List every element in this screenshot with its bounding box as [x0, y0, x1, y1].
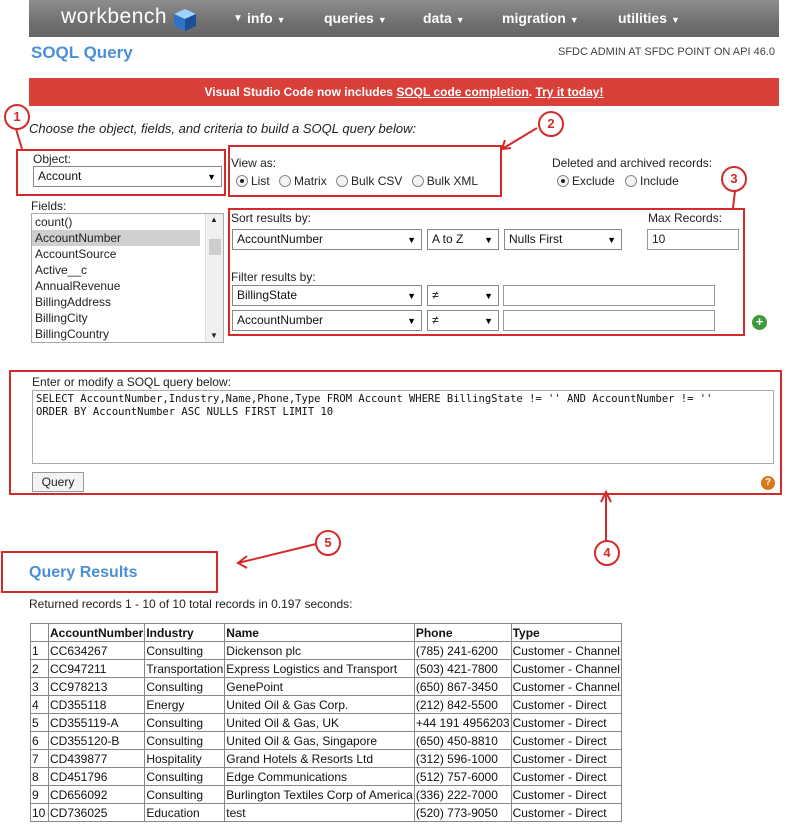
table-cell: Burlington Textiles Corp of America — [226, 787, 413, 802]
table-cell: +44 191 4956203 — [415, 715, 510, 730]
list-item[interactable]: count() — [35, 215, 73, 229]
user-info: SFDC ADMIN AT SFDC POINT ON API 46.0 — [558, 46, 775, 58]
table-cell: 3 — [31, 678, 49, 696]
table-cell: 9 — [31, 786, 49, 804]
list-item[interactable]: AccountSource — [35, 247, 117, 261]
scroll-up-icon[interactable]: ▲ — [210, 215, 218, 224]
table-cell: CD451796 — [49, 768, 145, 786]
view-as-bulk-xml[interactable]: Bulk XML — [412, 174, 478, 188]
annotation-number-2: 2 — [538, 111, 564, 137]
scroll-down-icon[interactable]: ▼ — [210, 331, 218, 340]
table-cell: Edge Communications — [225, 768, 415, 786]
table-cell: United Oil & Gas, UK — [225, 714, 415, 732]
table-cell: (312) 596-1000 — [414, 750, 511, 768]
deleted-include[interactable]: Include — [625, 174, 679, 188]
chevron-down-icon: ▼ — [484, 291, 493, 301]
table-cell: Customer - Direct — [511, 768, 621, 786]
table-cell: Customer - Direct — [511, 804, 621, 822]
table-cell: CD355118 — [49, 696, 145, 714]
table-cell: Education — [145, 804, 225, 822]
table-cell: Hospitality — [145, 750, 225, 768]
annotation-number-3: 3 — [721, 166, 747, 192]
table-cell: CD439877 — [49, 750, 145, 768]
table-cell: Consulting — [145, 642, 225, 660]
list-item[interactable]: BillingCountry — [35, 327, 110, 341]
sort-nulls-value: Nulls First — [509, 232, 563, 246]
list-item[interactable]: BillingAddress — [35, 295, 112, 309]
table-cell: 2 — [31, 660, 49, 678]
table-cell: (512) 757-6000 — [414, 768, 511, 786]
instructions-text: Choose the object, fields, and criteria to build a SOQL query below: — [29, 121, 417, 136]
nav-info[interactable]: info ▼ — [247, 10, 286, 26]
chevron-down-icon: ▼ — [455, 15, 465, 25]
filter-operator-value: ≠ — [432, 313, 439, 327]
table-cell: 7 — [31, 750, 49, 768]
table-cell: Customer - Direct — [511, 696, 621, 714]
column-header: Phone — [414, 624, 511, 642]
chevron-down-icon: ▼ — [671, 15, 680, 25]
sort-direction-value: A to Z — [432, 232, 464, 246]
table-cell: 6 — [31, 732, 49, 750]
filter-operator-value: ≠ — [432, 288, 439, 302]
view-as-label: View as: — [231, 156, 277, 170]
sort-field-value: AccountNumber — [237, 232, 324, 246]
filter-field-value: AccountNumber — [237, 313, 324, 327]
table-cell: Customer - Direct — [511, 732, 621, 750]
table-cell: Customer - Direct — [511, 750, 621, 768]
column-header: Name — [225, 624, 415, 642]
view-as-list[interactable]: List — [236, 174, 270, 188]
help-icon[interactable]: ? — [761, 476, 775, 490]
table-cell: 5 — [31, 714, 49, 732]
table-cell: United Oil & Gas Corp. — [225, 696, 415, 714]
list-item[interactable]: Active__c — [35, 263, 88, 277]
max-records-label: Max Records: — [648, 211, 723, 225]
chevron-down-icon: ▼ — [607, 235, 616, 245]
table-cell: Consulting — [145, 714, 225, 732]
object-select-value: Account — [38, 169, 82, 183]
table-cell: United Oil & Gas, Singapore — [225, 732, 415, 750]
view-as-matrix[interactable]: Matrix — [279, 174, 327, 188]
table-cell: Consulting — [145, 786, 225, 804]
banner-text: Visual Studio Code now includes — [204, 85, 397, 99]
chevron-down-icon: ▼ — [207, 172, 216, 182]
chevron-down-icon: ▼ — [407, 316, 416, 326]
nav-migration[interactable]: migration ▼ — [502, 10, 579, 26]
table-cell: Consulting — [145, 678, 225, 696]
chevron-down-icon: ▼ — [569, 15, 579, 25]
table-cell: CC947211 — [49, 660, 145, 678]
annotation-number-5: 5 — [315, 530, 341, 556]
chevron-down-icon: ▼ — [484, 316, 493, 326]
nav-utilities[interactable]: utilities ▼ — [618, 10, 680, 26]
table-cell: GenePoint — [225, 678, 415, 696]
chevron-down-icon: ▼ — [407, 291, 416, 301]
annotation-number-4: 4 — [594, 540, 620, 566]
query-button[interactable]: Query — [32, 472, 84, 492]
table-cell: Customer - Direct — [511, 786, 621, 804]
table-cell: Dickenson plc — [225, 642, 415, 660]
table-cell: (520) 773-9050 — [414, 804, 511, 822]
column-header: AccountNumber — [50, 625, 144, 640]
chevron-down-icon: ▼ — [377, 15, 387, 25]
annotation-number-1: 1 — [4, 104, 30, 130]
deleted-records-label: Deleted and archived records: — [552, 156, 713, 170]
chevron-down-icon[interactable]: ▼ — [233, 13, 243, 24]
column-header: Industry — [145, 624, 225, 642]
table-cell: (212) 842-5500 — [414, 696, 511, 714]
chevron-down-icon: ▼ — [276, 15, 286, 25]
table-cell: Customer - Channel — [512, 643, 620, 658]
table-cell: Grand Hotels & Resorts Ltd — [225, 750, 415, 768]
page-title: SOQL Query — [31, 43, 133, 62]
column-header: Type — [511, 624, 621, 642]
sort-label: Sort results by: — [231, 211, 312, 225]
table-cell: 8 — [31, 768, 49, 786]
table-cell: (336) 222-7000 — [414, 786, 511, 804]
deleted-exclude[interactable]: Exclude — [557, 174, 615, 188]
max-records-input[interactable]: 10 — [647, 229, 739, 250]
table-cell: CD736025 — [49, 804, 145, 822]
table-cell: CC978213 — [49, 678, 145, 696]
table-cell: (785) 241-6200 — [414, 642, 511, 660]
table-cell: Energy — [145, 696, 225, 714]
banner-link-completion[interactable]: SOQL code completion — [396, 85, 529, 99]
nav-queries[interactable]: queries ▼ — [324, 10, 387, 26]
view-as-bulk-csv[interactable]: Bulk CSV — [336, 174, 402, 188]
soql-query-textarea[interactable]: SELECT AccountNumber,Industry,Name,Phone,Type FROM Account WHERE BillingState != '' AND AccountNumber != '' ORDER BY AccountNumber ASC NULLS FIRST LIMIT 10 — [32, 390, 774, 464]
filter-label: Filter results by: — [231, 270, 316, 284]
table-cell: (650) 450-8810 — [414, 732, 511, 750]
table-cell: CD656092 — [49, 786, 145, 804]
table-cell: CD355119-A — [49, 714, 145, 732]
chevron-down-icon: ▼ — [407, 235, 416, 245]
table-cell: 10 — [31, 804, 49, 822]
table-cell: 1 — [31, 642, 49, 660]
query-label: Enter or modify a SOQL query below: — [32, 375, 231, 389]
table-cell: Express Logistics and Transport — [225, 660, 415, 678]
chevron-down-icon: ▼ — [484, 235, 493, 245]
table-cell: Customer - Direct — [511, 714, 621, 732]
list-item[interactable]: BillingCity — [35, 311, 88, 325]
fields-label: Fields: — [31, 199, 67, 213]
table-cell: CD355120-B — [49, 732, 145, 750]
list-item[interactable]: AnnualRevenue — [35, 279, 121, 293]
results-title: Query Results — [29, 564, 138, 581]
table-cell: test — [225, 804, 415, 822]
table-cell: Consulting — [145, 768, 225, 786]
table-cell: 4 — [31, 696, 49, 714]
results-summary: Returned records 1 - 10 of 10 total records in 0.197 seconds: — [29, 597, 353, 611]
table-cell: Customer - Channel — [512, 679, 620, 694]
table-cell: Customer - Channel — [512, 661, 620, 676]
table-cell: Consulting — [145, 732, 225, 750]
nav-data[interactable]: data ▼ — [423, 10, 465, 26]
list-item[interactable]: AccountNumber — [32, 230, 200, 246]
workbench-logo[interactable]: workbench — [61, 5, 168, 28]
object-label: Object: — [33, 152, 72, 166]
table-cell: CC634267 — [49, 642, 145, 660]
table-cell: (503) 421-7800 — [414, 660, 511, 678]
table-cell: (650) 867-3450 — [414, 678, 511, 696]
filter-field-value: BillingState — [237, 288, 298, 302]
banner-link-try[interactable]: Try it today! — [535, 85, 604, 99]
table-cell: Transportation — [146, 661, 224, 676]
banner-separator: . — [528, 85, 536, 99]
add-filter-plus-icon[interactable]: + — [752, 315, 767, 330]
